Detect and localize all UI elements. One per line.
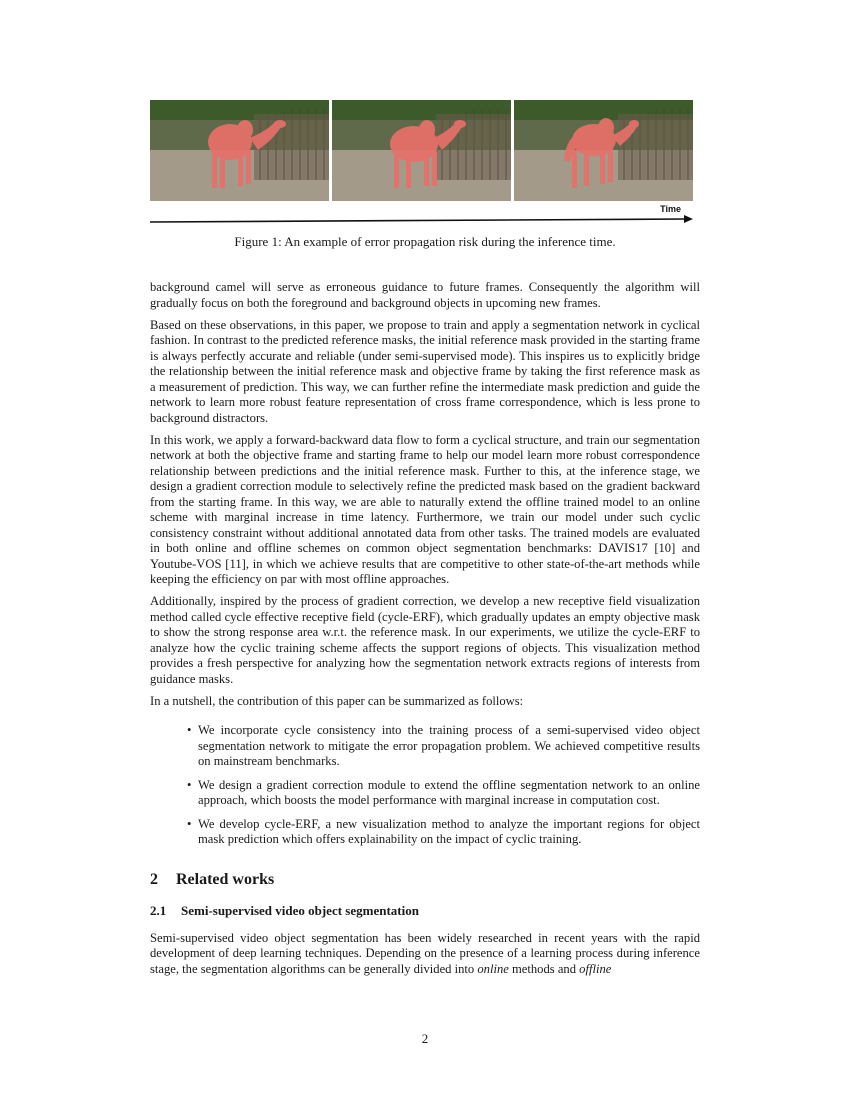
page-number: 2 <box>421 1031 429 1046</box>
subsection-heading <box>150 903 700 919</box>
paragraph-text: Semi-supervised video object segmentation has been widely researched in recent years with the rapid development of deep learning techniques. Depending on the presence of a learning process during inference stage, the segmentation algorithms can be generally divided into <box>150 930 700 976</box>
paragraph: background camel will serve as erroneous guidance to future frames. Consequently the algorithm will gradually focus on both the foreground and background objects in upcoming new frames. <box>150 280 700 310</box>
subsection-number: 2.1 <box>150 902 167 918</box>
camel-frame-3 <box>514 100 693 201</box>
figure-caption: Figure 1: An example of error propagation risk during the inference time. <box>234 234 616 249</box>
figure-1 <box>150 100 693 249</box>
emphasis-online: online <box>477 961 509 976</box>
emphasis-offline: offline <box>579 961 612 976</box>
subsection-title: Semi-supervised video object segmentation <box>181 902 419 918</box>
paragraph: In this work, we apply a forward-backward data flow to form a cyclical structure, and train our segmentation network at both the objective frame and starting frame to help our model learn more robust correspondence relationship between predictions and the initial reference mask. Further to this, at the inference stage, we design a gradient correction module to selectively refine the predicted mask based on the gradient backward from the starting frame. In this way, we are able to naturally extend the offline trained model to an online scheme with marginal increase in time latency. Furthermore, we train our model under such cyclic consistency constraint without additional annotated data from other tasks. The trained models are evaluated in both online and offline schemes on common object segmentation benchmarks: DAVIS17 [10] and Youtube-VOS [11], in which we achieve results that are competitive to other state-of-the-art methods while keeping the efficiency on par with most offline approaches. <box>150 432 700 586</box>
figure-frames <box>150 100 693 201</box>
time-axis <box>150 204 693 224</box>
section-title: Related works <box>176 870 275 888</box>
list-item: • We design a gradient correction module to extend the offline segmentation network to an online approach, which boosts the model performance with marginal increase in computation cost. <box>198 778 700 809</box>
list-item: • We develop cycle-ERF, a new visualization method to analyze the important regions for object mask prediction which offers explainability on the impact of cyclic training. <box>198 817 700 848</box>
paragraph: Additionally, inspired by the process of gradient correction, we develop a new receptive field visualization method called cycle effective receptive field (cycle-ERF), which gradually updates an empty objective mask to show the strong response area w.r.t. the reference mask. In our experiments, we utilize the cycle-ERF to analyze how the cyclic training scheme affects the support regions of objects. This visualization method provides a fresh perspective for analyzing how the segmentation network extracts regions of interests from guidance masks. <box>150 594 700 686</box>
main-text <box>150 280 700 984</box>
time-label: Time <box>660 204 681 214</box>
camel-frame-1 <box>150 100 329 201</box>
contribution-list <box>150 723 700 848</box>
paragraph-text: methods and <box>508 961 580 976</box>
section-heading <box>150 870 700 890</box>
time-arrow-icon <box>150 214 693 224</box>
paragraph: In a nutshell, the contribution of this paper can be summarized as follows: <box>150 693 524 708</box>
list-item: • We incorporate cycle consistency into the training process of a semi-supervised video object segmentation network to mitigate the error propagation problem. We achieved competitive results on mainstream benchmarks. <box>198 723 700 770</box>
paragraph <box>150 931 700 978</box>
section-number: 2 <box>150 870 158 888</box>
camel-frame-2 <box>332 100 511 201</box>
paragraph: Based on these observations, in this paper, we propose to train and apply a segmentation network in cyclical fashion. In contrast to the predicted reference masks, the initial reference mask provided in the starting frame is always perfectly accurate and reliable (under semi-supervised mode). This inspires us to explicitly bridge the relationship between the initial reference mask and objective frame by taking the first reference mask as a measurement of prediction. This way, we can further refine the intermediate mask prediction and guide the network to learn more robust feature representation of cross frame correspondence, which is less prone to background distractors. <box>150 317 700 425</box>
